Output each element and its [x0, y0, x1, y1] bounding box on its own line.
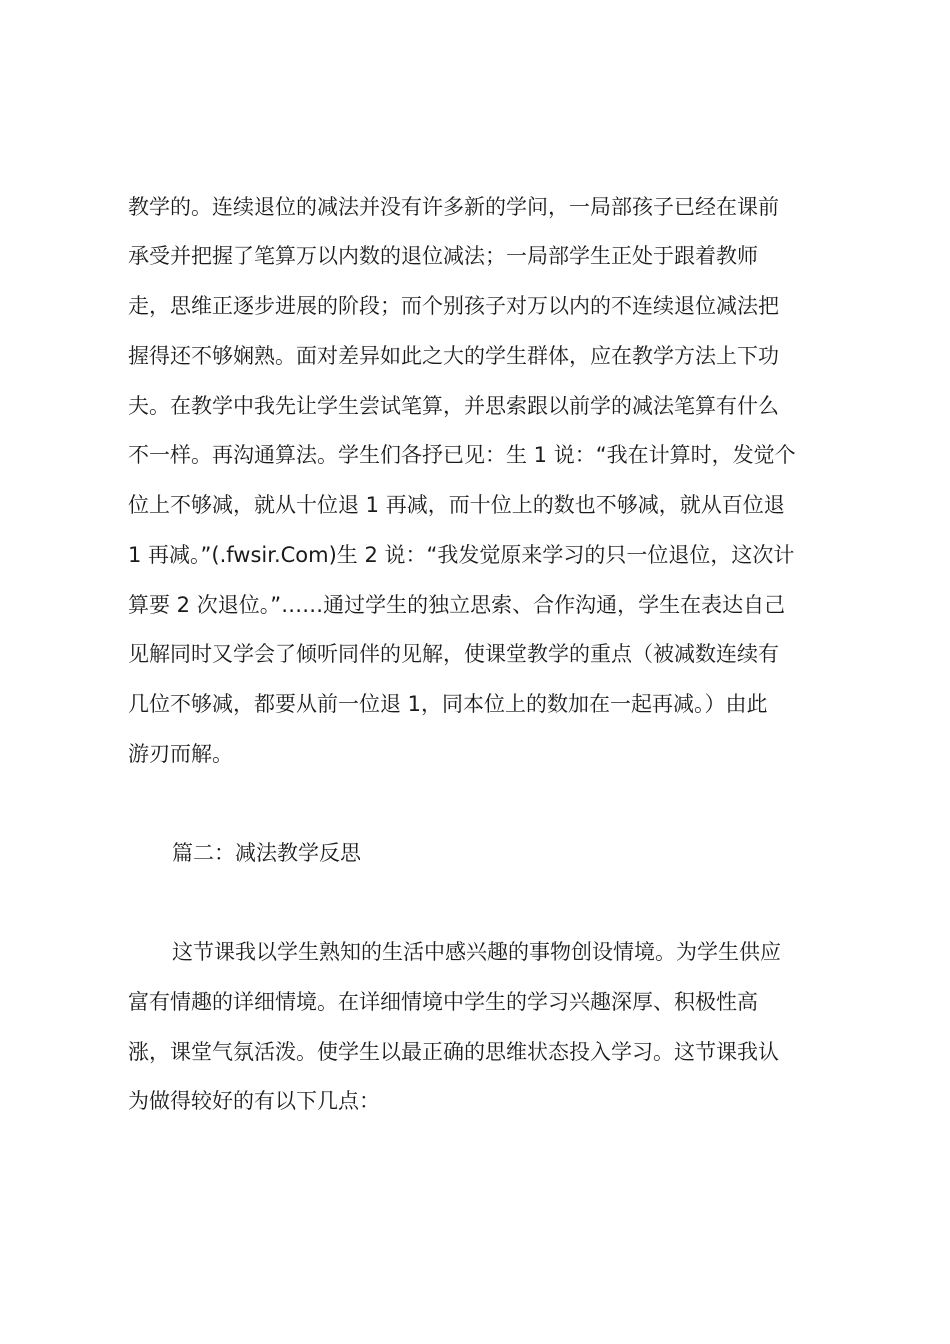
paragraph-line: 为做得较好的有以下几点： [128, 1089, 380, 1113]
paragraph-line: 走，思维正逐步进展的阶段；而个别孩子对万以内的不连续退位减法把 [128, 294, 779, 318]
paragraph-line: 几位不够减，都要从前一位退 1，同本位上的数加在一起再减。）由此 [128, 692, 768, 716]
paragraph-line: 教学的。连续退位的减法并没有许多新的学问，一局部孩子已经在课前 [128, 195, 779, 219]
paragraph-line: 承受并把握了笔算万以内数的退位减法；一局部学生正处于跟着教师 [128, 244, 758, 268]
paragraph-line: 见解同时又学会了倾听同伴的见解，使课堂教学的重点（被减数连续有 [128, 642, 779, 666]
paragraph-line: 这节课我以学生熟知的生活中感兴趣的事物创设情境。为学生供应 [172, 940, 781, 964]
paragraph-line: 不一样。再沟通算法。学生们各抒已见：生 1 说：“我在计算时，发觉个 [128, 443, 796, 467]
paragraph-line: 握得还不够娴熟。面对差异如此之大的学生群体，应在教学方法上下功 [128, 344, 779, 368]
paragraph-line: 夫。在教学中我先让学生尝试笔算，并思索跟以前学的减法笔算有什么 [128, 394, 779, 418]
paragraph-line: 位上不够减，就从十位退 1 再减，而十位上的数也不够减，就从百位退 [128, 493, 785, 517]
paragraph-line: 涨，课堂气氛活泼。使学生以最正确的思维状态投入学习。这节课我认 [128, 1040, 779, 1064]
paragraph-line: 1 再减。”(.fwsir.Com)生 2 说：“我发觉原来学习的只一位退位，这次计 [128, 543, 795, 567]
paragraph-line: 算要 2 次退位。”……通过学生的独立思索、合作沟通，学生在表达自己 [128, 593, 786, 617]
paragraph-line: 游刃而解。 [128, 742, 233, 766]
section-heading: 篇二：减法教学反思 [172, 841, 361, 865]
paragraph-line: 富有情趣的详细情境。在详细情境中学生的学习兴趣深厚、积极性高 [128, 990, 758, 1014]
